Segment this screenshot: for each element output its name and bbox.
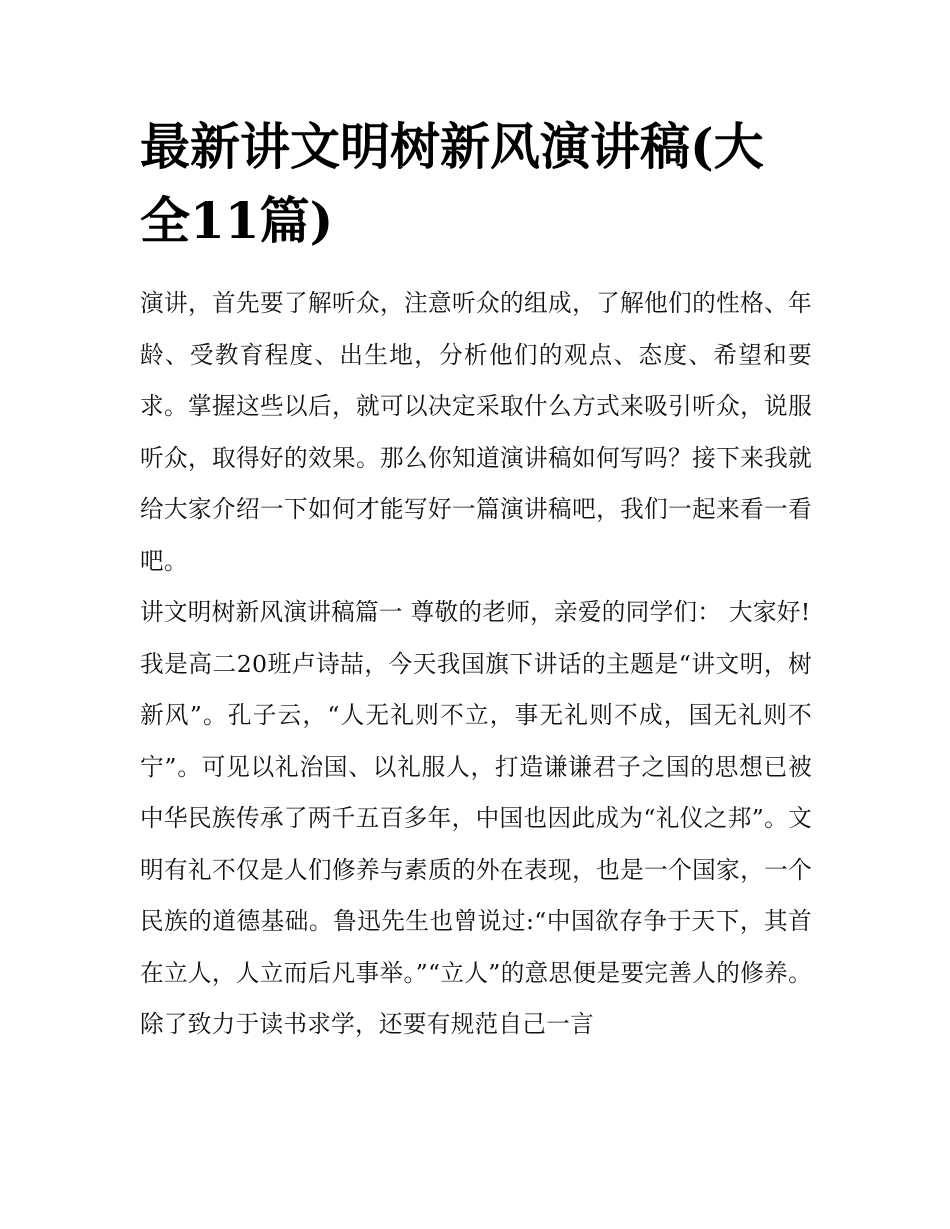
speech-heading-paragraph: 讲文明树新风演讲稿篇一 尊敬的老师，亲爱的同学们： 大家好! (140, 598, 811, 626)
document-page (140, 110, 812, 1051)
intro-paragraph: 演讲，首先要了解听众，注意听众的组成，了解他们的性格、年龄、受教育程度、出生地，分析他们的观点、态度、希望和要求。掌握这些以后，就可以决定采取什么方式来吸引听众，说服听众，取得好的效果。那么你知道演讲稿如何写吗？接下来我就给大家介绍一下如何才能写好一篇演讲稿吧，我们一起来看一看吧。 (140, 289, 812, 575)
speech-body-paragraph: 我是高二20班卢诗喆，今天我国旗下讲话的主题是“讲文明，树新风”。孔子云，“人无礼则不立，事无礼则不成，国无礼则不宁”。可见以礼治国、以礼服人，打造谦谦君子之国的思想已被中华民族传承了两千五百多年，中国也因此成为“礼仪之邦”。文明有礼不仅是人们修养与素质的外在表现，也是一个国家，一个民族的道德基础。鲁迅先生也曾说过:“中国欲存争于天下，其首在立人，人立而后凡事举。”“立人”的意思便是要完善人的修养。除了致力于读书求学，还要有规范自己一言 (140, 649, 812, 1038)
document-title: 最新讲文明树新风演讲稿(大全11篇) (140, 117, 764, 250)
document-body (140, 278, 812, 1051)
